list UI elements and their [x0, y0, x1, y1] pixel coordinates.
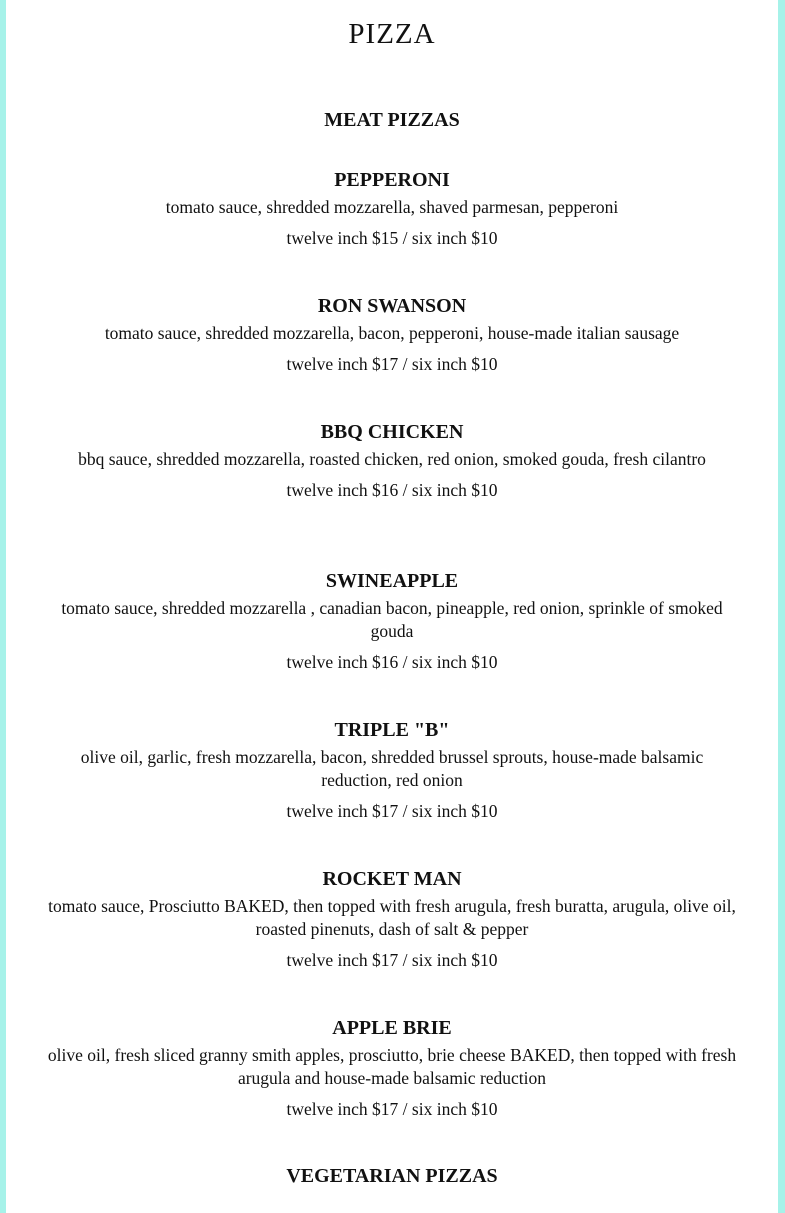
item-price: twelve inch $16 / six inch $10: [286, 652, 498, 672]
menu-item-apple-brie: [46, 1016, 738, 1121]
menu-item-swineapple: [46, 569, 738, 674]
item-name: TRIPLE "B": [334, 719, 450, 741]
menu-item-bbq-chicken: [46, 420, 738, 502]
menu-item-triple-b: [46, 718, 738, 823]
item-name: ROCKET MAN: [322, 868, 462, 890]
item-price: twelve inch $17 / six inch $10: [286, 801, 498, 821]
item-name: SWINEAPPLE: [325, 570, 459, 592]
menu-item-ron-swanson: [46, 294, 738, 376]
item-description: tomato sauce, shredded mozzarella, shaved parmesan, pepperoni: [165, 197, 619, 217]
item-price: twelve inch $17 / six inch $10: [286, 1099, 498, 1119]
item-description: tomato sauce, shredded mozzarella, bacon, pepperoni, house-made italian sausage: [104, 323, 680, 343]
item-price: twelve inch $17 / six inch $10: [286, 354, 498, 374]
item-name: BBQ CHICKEN: [320, 421, 464, 443]
item-description: bbq sauce, shredded mozzarella, roasted chicken, red onion, smoked gouda, fresh cilantro: [78, 449, 706, 469]
section-heading-meat: MEAT PIZZAS: [324, 109, 460, 131]
item-price: twelve inch $16 / six inch $10: [286, 480, 498, 500]
item-price: twelve inch $15 / six inch $10: [286, 228, 498, 248]
item-description: olive oil, garlic, fresh mozzarella, bacon, shredded brussel sprouts, house-made balsamic reduction, red onion: [80, 747, 704, 790]
item-description: olive oil, fresh sliced granny smith apples, prosciutto, brie cheese BAKED, then topped with fresh arugula and house-made balsamic reduction: [47, 1045, 737, 1088]
section-heading-vegetarian: VEGETARIAN PIZZAS: [286, 1165, 498, 1187]
item-name: APPLE BRIE: [332, 1017, 452, 1039]
menu-title: PIZZA: [348, 18, 436, 50]
menu-item-rocket-man: [46, 867, 738, 972]
item-name: RON SWANSON: [317, 295, 467, 317]
menu-item-pepperoni: [46, 168, 738, 250]
item-description: tomato sauce, Prosciutto BAKED, then topped with fresh arugula, fresh buratta, arugula, olive oil, roasted pinenuts, dash of salt & pepper: [48, 896, 736, 939]
item-price: twelve inch $17 / six inch $10: [286, 950, 498, 970]
menu-page: [6, 0, 778, 1213]
item-name: PEPPERONI: [334, 169, 450, 191]
item-description: tomato sauce, shredded mozzarella , canadian bacon, pineapple, red onion, sprinkle of smoked gouda: [61, 598, 723, 641]
